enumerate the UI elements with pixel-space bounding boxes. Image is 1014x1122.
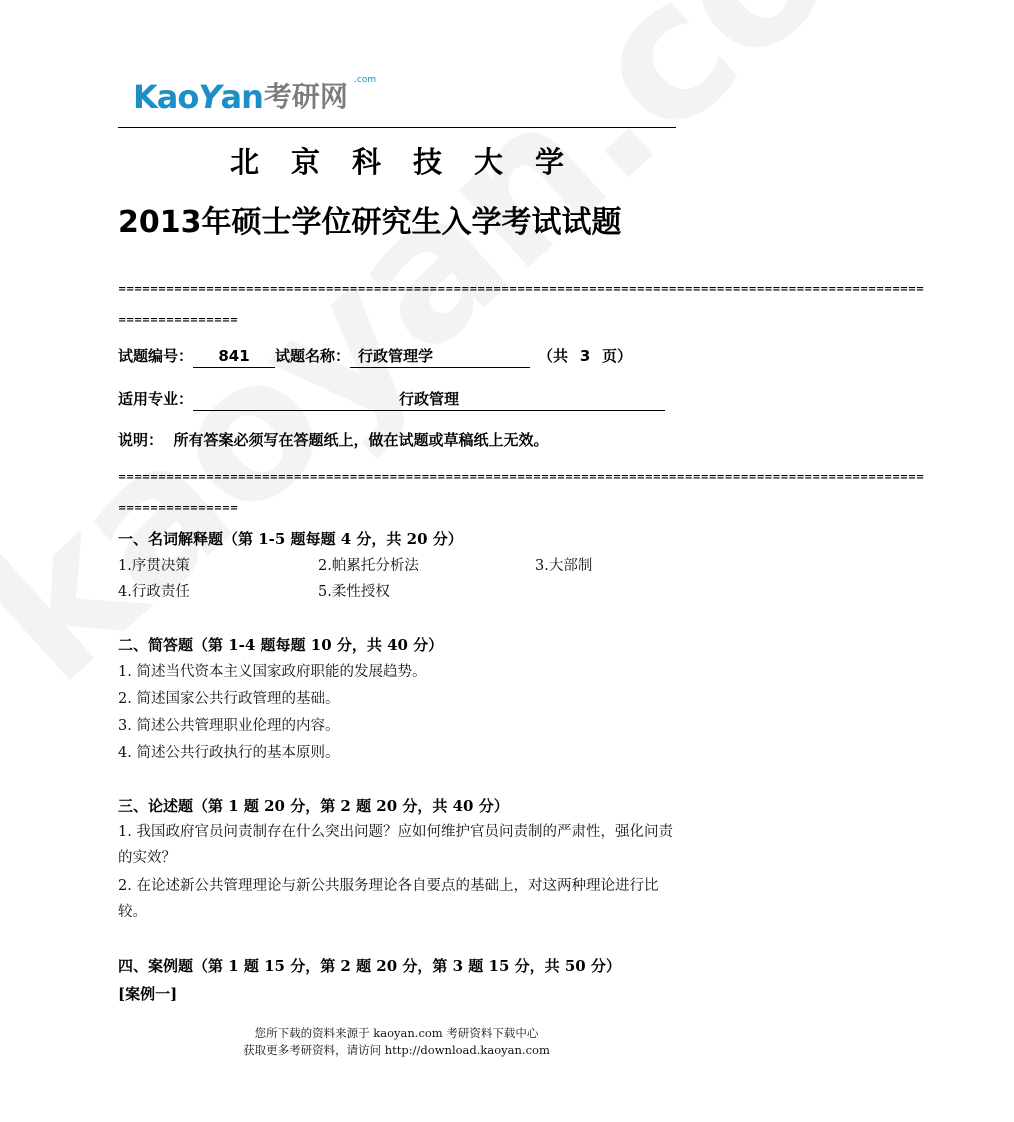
note-text: 所有答案必须写在答题纸上，做在试题或草稿纸上无效。	[173, 431, 549, 449]
name-value: 行政管理学	[350, 345, 530, 368]
question-item: 3. 简述公共管理职业伦理的内容。	[118, 718, 340, 734]
section1-heading: 一、名词解释题（第 1-5 题每题 4 分，共 20 分）	[118, 530, 463, 548]
major-row	[118, 388, 665, 411]
kaoyan-logo[interactable]	[133, 73, 377, 117]
section3-heading: 三、论述题（第 1 题 20 分，第 2 题 20 分，共 40 分）	[118, 797, 509, 815]
logo-latin-text: KaoYan	[133, 78, 263, 116]
logo-dotcom: .com	[354, 75, 377, 85]
header-divider	[118, 127, 676, 128]
separator-line-1-tail: ===============	[118, 315, 238, 326]
essay-question-1: 1. 我国政府官员问责制存在什么突出问题？应如何维护官员问责制的严肃性，强化问责的实效？	[118, 824, 673, 866]
question-item: 2. 简述国家公共行政管理的基础。	[118, 691, 340, 707]
term-item: 2.帕累托分析法	[318, 558, 419, 574]
major-value: 行政管理	[193, 388, 665, 411]
term-item: 1.序贯决策	[118, 558, 190, 574]
question-item: 4. 简述公共行政执行的基本原则。	[118, 745, 340, 761]
footer-source: 您所下载的资料来源于 kaoyan.com 考研资料下载中心	[254, 1026, 539, 1040]
term-item: 4.行政责任	[118, 584, 190, 600]
university-name: 北京科技大学	[229, 145, 596, 179]
section2-heading: 二、简答题（第 1-4 题每题 10 分，共 40 分）	[118, 636, 444, 654]
term-item: 5.柔性授权	[318, 584, 390, 600]
pages-value: 3	[579, 347, 591, 365]
code-label: 试题编号：	[118, 347, 194, 365]
term-item: 3.大部制	[535, 558, 593, 574]
separator-line-2-tail: ===============	[118, 503, 238, 514]
essay-question-2: 2. 在论述新公共管理理论与新公共服务理论各自要点的基础上，对这两种理论进行比较。	[118, 878, 659, 920]
footer-link[interactable]: 获取更多考研资料，请访问 http://download.kaoyan.com	[243, 1043, 550, 1057]
pages-suffix: 页）	[602, 347, 633, 365]
code-value: 841	[193, 345, 275, 368]
major-label: 适用专业：	[118, 390, 194, 408]
case-label: [案例一]	[118, 985, 178, 1003]
separator-line-1: =====================================================================================================	[118, 284, 924, 295]
exam-info-row	[118, 345, 632, 368]
name-label: 试题名称：	[275, 347, 351, 365]
note-label: 说明：	[118, 431, 164, 449]
logo-chinese-text: 考研网	[263, 80, 348, 113]
instruction-note	[118, 429, 548, 451]
exam-title: 2013年硕士学位研究生入学考试试题	[118, 205, 622, 240]
section4-heading: 四、案例题（第 1 题 15 分，第 2 题 20 分，第 3 题 15 分，共 50 分）	[118, 957, 621, 975]
question-item: 1. 简述当代资本主义国家政府职能的发展趋势。	[118, 664, 427, 680]
pages-prefix: （共	[538, 347, 569, 365]
separator-line-2: =====================================================================================================	[118, 472, 924, 483]
